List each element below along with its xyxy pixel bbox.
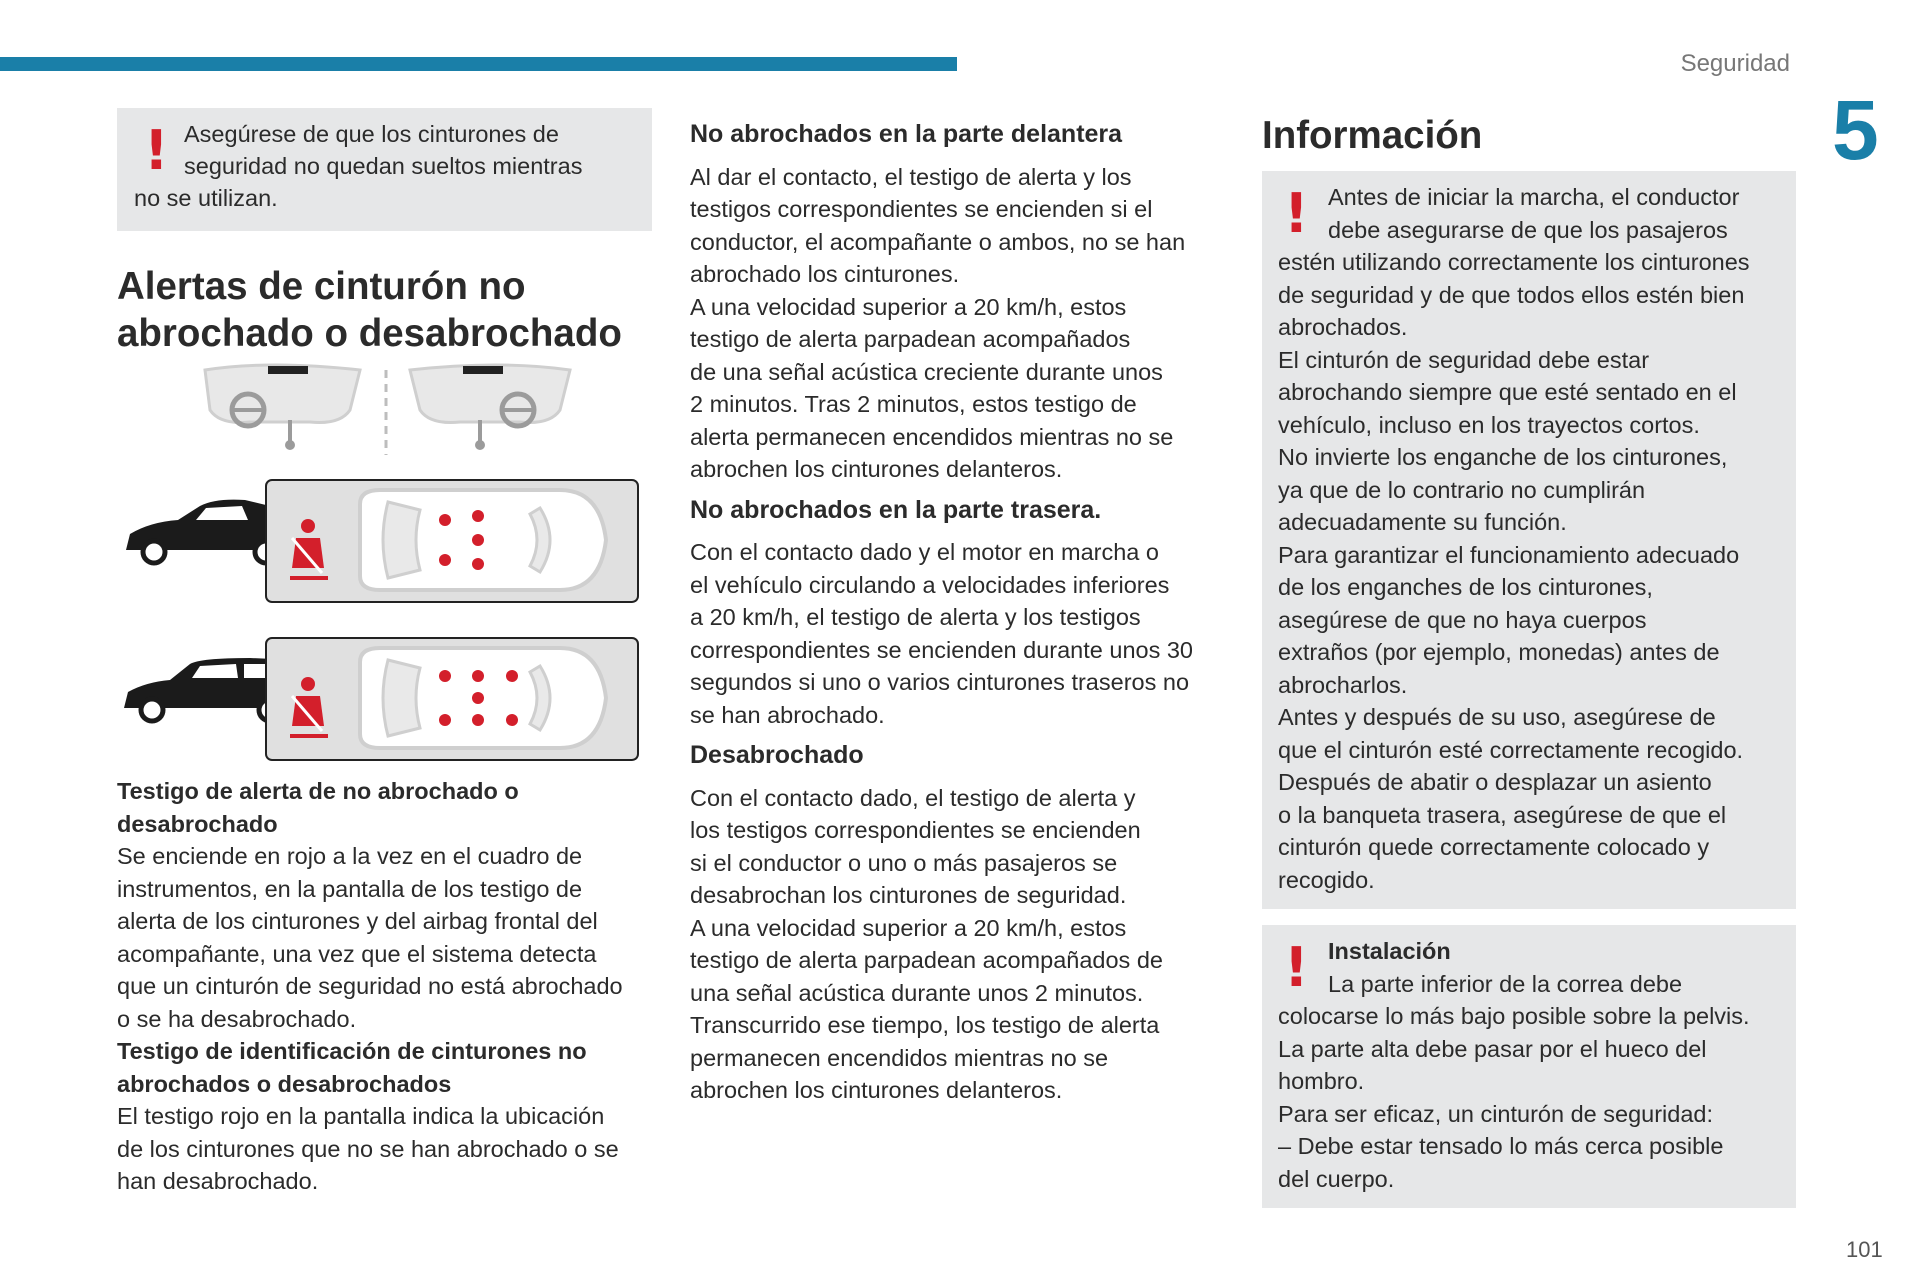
warning-exclamation-icon: !: [1284, 182, 1309, 245]
text-line: testigos correspondientes se encienden si el: [690, 196, 1153, 222]
text-line: se han abrochado.: [690, 701, 885, 728]
text-line: asegúrese de que no haya cuerpos: [1278, 606, 1647, 633]
text-line: una señal acústica durante unos 2 minutos.: [690, 979, 1144, 1006]
text-line: Antes y después de su uso, asegúrese de: [1278, 704, 1716, 730]
info-box-seatbelt-use: [1262, 171, 1796, 909]
text-line: Transcurrido ese tiempo, los testigo de alerta: [690, 1012, 1160, 1038]
page-number: 101: [1846, 1237, 1883, 1262]
text-line: los testigos correspondientes se encienden: [690, 817, 1141, 843]
text-line: abrochados.: [1278, 314, 1408, 340]
subsection-title: No abrochados en la parte trasera.: [690, 495, 1102, 524]
text-line: a 20 km/h, el testigo de alerta y los testigos: [690, 604, 1141, 630]
text-line: 2 minutos. Tras 2 minutos, estos testigo de: [690, 391, 1137, 417]
text-line: del cuerpo.: [1278, 1165, 1395, 1192]
text-line: adecuadamente su función.: [1278, 509, 1567, 535]
text-line: permanecen encendidos mientras no se: [690, 1044, 1109, 1071]
text-line: hombro.: [1278, 1068, 1365, 1094]
text-line: Se enciende en rojo a la vez en el cuadro de: [117, 843, 583, 869]
info-heading: Información: [1262, 114, 1483, 157]
text-line: colocarse lo más bajo posible sobre la pelvis.: [1278, 1003, 1750, 1029]
text-line: A una velocidad superior a 20 km/h, estos: [690, 293, 1127, 320]
text-line: alerta de los cinturones y del airbag frontal del: [117, 908, 598, 934]
text-line: testigo de alerta parpadean acompañados: [690, 326, 1131, 352]
text-line: estén utilizando correctamente los cinturones: [1278, 249, 1750, 275]
text-line: abrochen los cinturones delanteros.: [690, 1077, 1063, 1103]
installation-title: Instalación: [1328, 938, 1451, 964]
text-line: que un cinturón de seguridad no está abrochado: [117, 973, 623, 999]
text-line: han desabrochado.: [117, 1168, 319, 1194]
text-line: recogido.: [1278, 866, 1375, 893]
left-column: [117, 108, 653, 357]
text-line: testigo de alerta parpadean acompañados de: [690, 947, 1163, 973]
warning-line: no se utilizan.: [134, 185, 278, 211]
section-title: Seguridad: [1680, 50, 1790, 77]
text-line: No invierte los enganche de los cinturones,: [1278, 444, 1728, 470]
heading-line: abrochado o desabrochado: [117, 312, 622, 355]
text-line: abrochen los cinturones delanteros.: [690, 456, 1063, 482]
text-line: Con el contacto dado y el motor en marcha o: [690, 539, 1159, 565]
text-line: correspondientes se encienden durante unos 30: [690, 636, 1194, 663]
text-line: Con el contacto dado, el testigo de alerta y: [690, 784, 1136, 811]
text-line: alerta permanecen encendidos mientras no se: [690, 423, 1174, 450]
text-line: de una señal acústica creciente durante unos: [690, 358, 1163, 385]
warning-box-seatbelts: [117, 108, 652, 231]
chapter-number: 5: [1832, 83, 1879, 177]
text-line: abrocharlos.: [1278, 671, 1408, 698]
section-heading: [117, 263, 653, 357]
text-line: si el conductor o uno o más pasajeros se: [690, 849, 1118, 876]
warning-exclamation-icon: !: [144, 119, 169, 182]
text-line: Para garantizar el funcionamiento adecuado: [1278, 541, 1740, 568]
text-line: vehículo, incluso en los trayectos cortos.: [1278, 411, 1700, 438]
text-line: o la banqueta trasera, asegúrese de que el: [1278, 801, 1727, 828]
text-line: A una velocidad superior a 20 km/h, estos: [690, 914, 1127, 941]
left-column-text: [117, 775, 657, 1198]
text-line: acompañante, una vez que el sistema detecta: [117, 940, 597, 967]
text-line: Antes de iniciar la marcha, el conductor: [1328, 184, 1740, 210]
text-line: el vehículo circulando a velocidades inferiores: [690, 571, 1170, 598]
text-line: abrochando siempre que esté sentado en el: [1278, 379, 1737, 405]
header-accent-bar: [0, 57, 957, 71]
subsection-title: No abrochados en la parte delantera: [690, 120, 1123, 148]
right-column: [1262, 112, 1798, 1208]
text-line: La parte inferior de la correa debe: [1328, 970, 1683, 997]
paragraph-title: abrochados o desabrochados: [117, 1070, 452, 1097]
text-line: El testigo rojo en la pantalla indica la ubicación: [117, 1103, 605, 1129]
text-line: conductor, el acompañante o ambos, no se han: [690, 228, 1186, 255]
heading-line: Alertas de cinturón no: [117, 265, 526, 308]
text-line: extraños (por ejemplo, monedas) antes de: [1278, 639, 1720, 665]
warning-line: seguridad no quedan sueltos mientras: [184, 153, 583, 179]
subsection-title: Desabrochado: [690, 741, 864, 769]
text-line: que el cinturón esté correctamente recogido.: [1278, 736, 1744, 763]
seatbelt-panel-7-seats: [120, 636, 640, 764]
paragraph-title: desabrochado: [117, 810, 278, 837]
info-box-installation: [1262, 925, 1796, 1208]
text-line: – Debe estar tensado lo más cerca posible: [1278, 1133, 1724, 1159]
text-line: La parte alta debe pasar por el hueco del: [1278, 1035, 1707, 1062]
text-line: Para ser eficaz, un cinturón de seguridad:: [1278, 1100, 1714, 1127]
seatbelt-panel-5-seats: [120, 478, 640, 606]
text-line: de seguridad y de que todos ellos estén bien: [1278, 281, 1745, 308]
paragraph-title: Testigo de alerta de no abrochado o: [117, 778, 519, 804]
text-line: debe asegurarse de que los pasajeros: [1328, 216, 1728, 243]
text-line: El cinturón de seguridad debe estar: [1278, 346, 1650, 373]
text-line: abrochado los cinturones.: [690, 261, 960, 287]
text-line: de los cinturones que no se han abrochado o se: [117, 1135, 619, 1162]
text-line: o se ha desabrochado.: [117, 1005, 357, 1032]
dashboard-illustration: [200, 360, 580, 460]
text-line: instrumentos, en la pantalla de los testigo de: [117, 875, 583, 902]
text-line: cinturón quede correctamente colocado y: [1278, 834, 1710, 860]
text-line: desabrochan los cinturones de seguridad.: [690, 882, 1127, 908]
paragraph-title: Testigo de identificación de cinturones no: [117, 1038, 587, 1064]
text-line: Al dar el contacto, el testigo de alerta y los: [690, 163, 1132, 190]
warning-line: Asegúrese de que los cinturones de: [184, 121, 559, 147]
text-line: Después de abatir o desplazar un asiento: [1278, 769, 1712, 795]
text-line: ya que de lo contrario no cumplirán: [1278, 476, 1646, 503]
text-line: segundos si uno o varios cinturones traseros no: [690, 669, 1190, 695]
text-line: de los enganches de los cinturones,: [1278, 574, 1653, 600]
warning-exclamation-icon: !: [1284, 936, 1309, 999]
middle-column: [690, 118, 1230, 1107]
